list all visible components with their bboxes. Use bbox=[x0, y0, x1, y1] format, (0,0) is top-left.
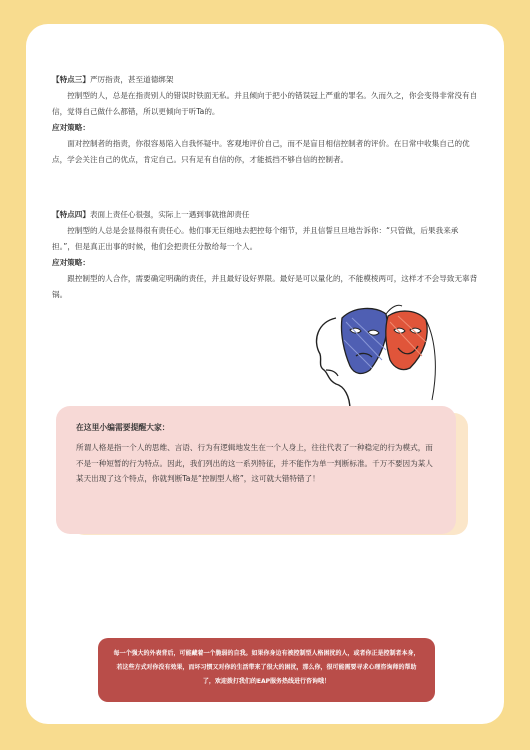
trait-three-strategy: 面对控制者的指责，你很容易陷入自我怀疑中。客观地评价自己，而不是盲目相信控制者的评价。在日常中收集自己的优点，学会关注自己的优点，肯定自己。只有足有自信的你，才能抵挡不够自信的控制者。 bbox=[52, 139, 470, 164]
trait-three-title: 严厉指责，甚至道德绑架 bbox=[89, 75, 174, 84]
notice-box bbox=[56, 406, 456, 534]
trait-four-title: 表面上责任心很强，实际上一遇到事就推卸责任 bbox=[89, 210, 250, 219]
trait-four-section bbox=[52, 207, 478, 303]
notice-body: 所谓人格是指一个人的思维、言语、行为有逻辑地发生在一个人身上，往往代表了一种稳定的行为模式，而不是一种短暂的行为特点。因此，我们列出的这一系列特征，并不能作为单一判断标准。千万不要因为某人某天出现了这个特点，你就判断Ta是“控制型人格”，这可就大错特错了！ bbox=[76, 443, 433, 483]
trait-three-section bbox=[52, 72, 478, 168]
trait-four-tag: 【特点四】 bbox=[52, 210, 90, 219]
trait-four-strategy-label: 应对策略： bbox=[52, 258, 90, 267]
trait-three-strategy-label: 应对策略： bbox=[52, 123, 90, 132]
notice-title: 在这里小编需要提醒大家： bbox=[76, 423, 170, 432]
trait-three-body: 控制型的人，总是在指责别人的错误时铁面无私。并且倾向于把小的错误冠上严重的罪名。久而久之，你会变得非常没有自信，觉得自己做什么都错，所以更倾向于听Ta的。 bbox=[52, 91, 478, 116]
theater-masks-illustration bbox=[306, 300, 446, 420]
trait-three-tag: 【特点三】 bbox=[52, 75, 90, 84]
footer-banner bbox=[98, 638, 435, 702]
trait-four-strategy: 跟控制型的人合作，需要确定明确的责任，并且最好设好界限。最好是可以量化的，不能模棱两可，这样才不会导致无辜背锅。 bbox=[52, 274, 478, 299]
footer-text: 每一个强大的外表背后，可能藏着一个脆弱的自我。如果你身边有被控制型人格困扰的人，或者你正是控制者本身，若这些方式对你没有效果，而坏习惯又对你的生活带来了很大的困扰，那么你，很可能需要寻求心理咨询师的帮助了，欢迎拨打我们的EAP服务热线进行咨询哦！ bbox=[113, 650, 420, 685]
trait-three-heading bbox=[52, 72, 478, 88]
trait-four-heading bbox=[52, 207, 478, 223]
trait-four-body: 控制型的人总是会显得很有责任心。他们事无巨细地去把控每个细节，并且信誓旦旦地告诉你：“只管做，后果我来承担。”，但是真正出事的时候，他们会把责任分散给每一个人。 bbox=[52, 226, 459, 251]
